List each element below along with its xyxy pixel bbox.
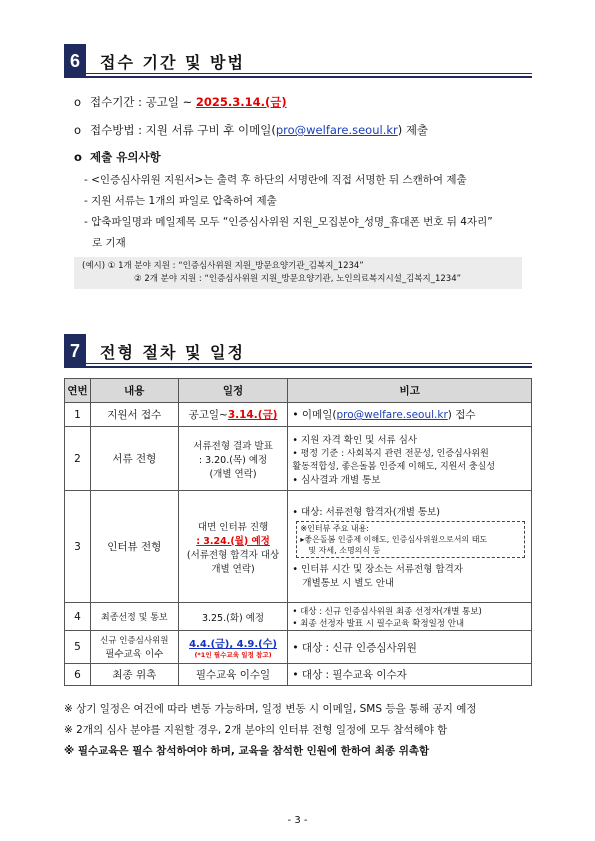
email-link[interactable]: pro@welfare.seoul.kr (336, 409, 448, 421)
divider (86, 363, 532, 364)
example-box (74, 257, 522, 289)
table-row (65, 664, 532, 686)
section-title: 접수 기간 및 방법 (100, 53, 245, 72)
table-row (65, 403, 532, 427)
notice-item: 로 기재 (92, 237, 126, 249)
table-row (65, 603, 532, 631)
application-method: o 접수방법 : 지원 서류 구비 후 이메일(pro@welfare.seoul.kr) 제출 (74, 123, 429, 137)
row-number: 2 (65, 427, 91, 491)
table-row (65, 427, 532, 491)
divider (86, 76, 532, 78)
footnote: ※ 상기 일정은 여건에 따라 변동 가능하며, 일정 변동 시 이메일, SMS 등을 통해 공지 예정 (64, 703, 477, 715)
section-number: 6 (64, 44, 86, 78)
schedule-table (64, 378, 532, 686)
interview-content-box: ※인터뷰 주요 내용: ▸좋은돌봄 인증제 이해도, 인증심사위원으로서의 태도 및 자세, 소명의식 등 (296, 521, 525, 558)
circle-bullet-icon: o (74, 95, 82, 109)
section-number: 7 (64, 334, 86, 368)
page-number: - 3 - (287, 815, 308, 826)
header-cell: 내용 (90, 379, 178, 403)
divider (86, 73, 532, 74)
notice-item: - 지원 서류는 1개의 파일로 압축하여 제출 (84, 195, 277, 207)
row-number: 4 (65, 603, 91, 631)
header-cell: 연번 (65, 379, 91, 403)
row-content: 지원서 접수 (90, 403, 178, 427)
application-period: o 접수기간 : 공고일 ~ 2025.3.14.(금) (74, 95, 287, 109)
example-line: (예시) ① 1개 분야 지원 : “인증심사위원 지원_방문요양기관_김복지_1234” (82, 261, 364, 271)
row-note: • 대상 : 신규 인증심사위원 (288, 631, 532, 664)
row-content: 인터뷰 전형 (90, 491, 178, 603)
row-note: • 대상 : 필수교육 이수자 (288, 664, 532, 686)
row-number: 6 (65, 664, 91, 686)
circle-bullet-icon: o (74, 150, 82, 164)
row-note: • 대상: 서류전형 합격자(개별 통보) ※인터뷰 주요 내용: ▸좋은돌봄 인증제 이해도, 인증심사위원으로서의 태도 및 자세, 소명의식 등 • 인터뷰 시간 및 장소는 서류전형 합격자 개별통보 시 별도 안내 (288, 491, 532, 603)
section-6-header (64, 44, 532, 78)
notice-item: - 압축파일명과 메일제목 모두 “인증심사위원 지원_모집분야_성명_휴대폰 번호 뒤 4자리” (84, 216, 493, 228)
example-line: ② 2개 분야 지원 : “인증심사위원 지원_방문요양기관, 노인의료복지시설_김복지_1234” (134, 274, 462, 284)
row-content: 최종 위촉 (90, 664, 178, 686)
divider (86, 366, 532, 368)
row-schedule: 필수교육 이수일 (178, 664, 288, 686)
section-7-header (64, 334, 532, 368)
header-cell: 일정 (178, 379, 288, 403)
header-cell: 비고 (288, 379, 532, 403)
row-schedule: 3.25.(화) 예정 (178, 603, 288, 631)
row-schedule: 공고일~3.14.(금) (178, 403, 288, 427)
row-content: 신규 인증심사위원 필수교육 이수 (90, 631, 178, 664)
footnote: ※ 필수교육은 필수 참석하여야 하며, 교육을 참석한 인원에 한하여 최종 위촉함 (64, 745, 430, 757)
section-title: 전형 절차 및 일정 (100, 343, 245, 362)
row-number: 3 (65, 491, 91, 603)
row-schedule: 서류전형 결과 발표 : 3.20.(목) 예정 (개별 연락) (178, 427, 288, 491)
deadline-date: 2025.3.14.(금) (195, 95, 287, 109)
row-content: 최종선정 및 통보 (90, 603, 178, 631)
notice-title: o 제출 유의사항 (74, 150, 161, 164)
row-number: 5 (65, 631, 91, 664)
row-note: • 지원 자격 확인 및 서류 심사 • 평정 기준 : 사회복지 관련 전문성, 인증심사위원 활동적합성, 좋은돌봄 인증제 이해도, 지원서 충실성 • 심사결과 개별 통보 (288, 427, 532, 491)
row-schedule: 4.4.(금), 4.9.(수) (*1인 필수교육 일정 참고) (178, 631, 288, 664)
row-number: 1 (65, 403, 91, 427)
row-content: 서류 전형 (90, 427, 178, 491)
row-schedule: 대면 인터뷰 진행 : 3.24.(월) 예정 (서류전형 합격자 대상 개별 연락) (178, 491, 288, 603)
row-note: • 대상 : 신규 인증심사위원 최종 선정자(개별 통보) • 최종 선정자 발표 시 필수교육 확정일정 안내 (288, 603, 532, 631)
email-link[interactable]: pro@welfare.seoul.kr (275, 123, 398, 137)
notice-item: - <인증심사위원 지원서>는 출력 후 하단의 서명란에 직접 서명한 뒤 스캔하여 제출 (84, 174, 467, 186)
table-row (65, 491, 532, 603)
table-header-row (65, 379, 532, 403)
table-row (65, 631, 532, 664)
footnote: ※ 2개의 심사 분야를 지원할 경우, 2개 분야의 인터뷰 전형 일정에 모두 참석해야 함 (64, 724, 448, 736)
row-note: • 이메일(pro@welfare.seoul.kr) 접수 (288, 403, 532, 427)
circle-bullet-icon: o (74, 123, 82, 137)
